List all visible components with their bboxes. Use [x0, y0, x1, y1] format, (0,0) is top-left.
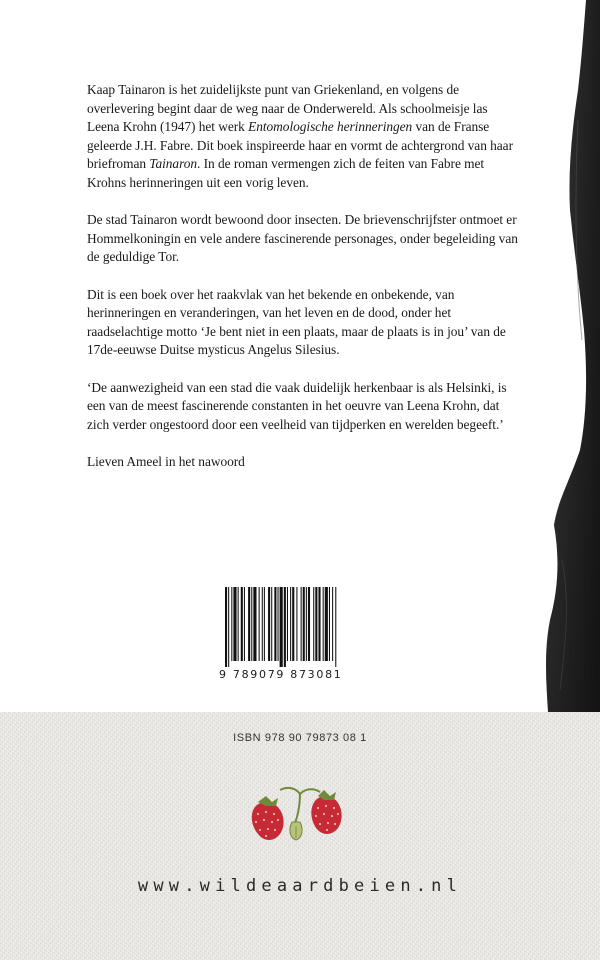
barcode-bar [292, 587, 294, 661]
quote-attribution: Lieven Ameel in het nawoord [87, 453, 245, 469]
barcode-bar [253, 587, 256, 661]
barcode-bar [228, 587, 229, 667]
barcode [219, 585, 369, 685]
barcode-bar [313, 587, 314, 661]
barcode-bar [323, 587, 324, 661]
barcode-bar [274, 587, 276, 661]
barcode-bar [280, 587, 283, 667]
strawberry-logo-icon [244, 782, 356, 848]
barcode-bar [225, 587, 227, 667]
barcode-bar [238, 587, 239, 661]
barcode-bar [325, 587, 328, 661]
barcode-bar [335, 587, 336, 667]
publisher-website[interactable]: www.wildeaardbeien.nl [137, 876, 463, 896]
barcode-bar [264, 587, 265, 661]
barcode-bar [251, 587, 252, 661]
isbn-text: ISBN 978 90 79873 08 1 [233, 732, 367, 744]
barcode-bar [244, 587, 245, 661]
barcode-bar [296, 587, 297, 661]
barcode-bar [259, 587, 260, 661]
barcode-bar [308, 587, 310, 661]
barcode-bar [231, 587, 232, 661]
barcode-bar [268, 587, 270, 661]
blurb-paragraph-3: Dit is een boek over het raakvlak van het bekende en onbekende, van herinneringen en veranderingen, van het leven en de dood, onder het raadselachtige motto ‘Je bent niet in een plaats, maar de plaats is in jou’ van de 17de-eeuwse Duitse mysticus Angelus Silesius. [87, 286, 506, 358]
barcode-bars [219, 585, 369, 667]
barcode-bar [290, 587, 291, 661]
book-title-entomologische: Entomologische herinneringen [248, 119, 413, 135]
author-photo-fragment [540, 0, 600, 712]
barcode-bar [329, 587, 330, 661]
barcode-digits: 9 789079 873081 [219, 668, 343, 681]
barcode-bar [303, 587, 305, 661]
barcode-bar [315, 587, 317, 661]
barcode-bar [287, 587, 288, 661]
barcode-bar [262, 587, 263, 661]
barcode-bar [233, 587, 236, 661]
book-title-tainaron: Tainaron [149, 156, 198, 172]
back-cover-blurb [87, 81, 519, 490]
blurb-paragraph-1: Kaap Tainaron is het zuidelijkste punt van Griekenland, en volgens de overlevering begint daar de weg naar de Onderwereld. Als schoolmeisje las Leena Krohn (1947) het werk Entomologische herinneringen van de Franse geleerde J.H. Fabre. Dit boek inspireerde haar en vormt de achtergrond van haar briefroman Tainaron. In de roman vermengen zich de feiten van Fabre met Krohns herinneringen uit een vorig leven. [87, 82, 513, 190]
barcode-bar [306, 587, 307, 661]
barcode-bar [278, 587, 279, 661]
barcode-bar [318, 587, 320, 661]
blurb-paragraph-2: De stad Tainaron wordt bewoond door insecten. De brievenschrijfster ontmoet er Hommelkoningin en vele andere fascinerende personages, onder begeleiding van de geduldige Tor. [87, 212, 518, 265]
barcode-bar [301, 587, 302, 661]
barcode-bar [271, 587, 272, 661]
blurb-quote: ‘De aanwezigheid van een stad die vaak duidelijk herkenbaar is als Helsinki, is een van de meest fascinerende constanten in het oeuvre van Leena Krohn, dat zich verder ongestoord door een veelheid van tijdperken en werelden begeeft.’ [87, 379, 507, 432]
barcode-bar [248, 587, 250, 661]
barcode-bar [332, 587, 333, 661]
barcode-bar [284, 587, 286, 667]
barcode-bar [241, 587, 243, 661]
